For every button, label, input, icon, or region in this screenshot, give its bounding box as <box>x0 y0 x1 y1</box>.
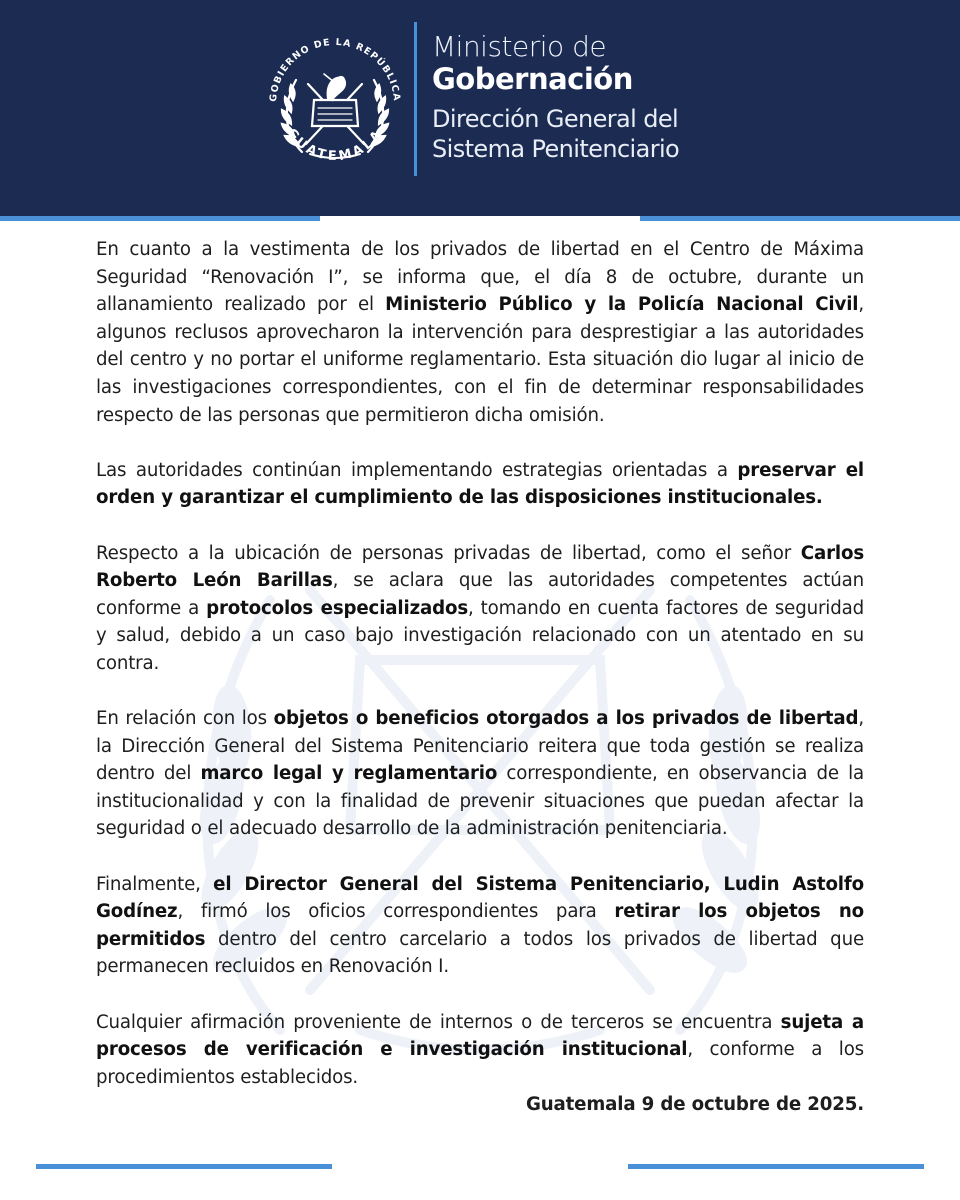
paragraph-3: Respecto a la ubicación de personas privadas de libertad, como el señor Carlos Roberto León Barillas, se aclara que las autoridades competentes actúan conforme a protocolos especializados, tomando en cuenta factores de seguridad y salud, debido a un caso bajo investigación relacionado con un atentado en su contra. <box>96 542 864 674</box>
seal-bottom-text: GUATEMALA <box>283 125 387 165</box>
paragraph-5: Finalmente, el Director General del Sistema Penitenciario, Ludin Astolfo Godínez, firmó los oficios correspondientes para retirar los objetos no permitidos dentro del centro carcelario a todos los privados de libertad que permanecen recluidos en Renovación I. <box>96 873 864 978</box>
date-line: Guatemala 9 de octubre de 2025. <box>525 1094 864 1116</box>
header-accent-left <box>0 216 320 221</box>
coat-of-arms-seal <box>262 22 408 186</box>
ministry-title-block <box>432 30 679 164</box>
paragraph-4: En relación con los objetos o beneficios otorgados a los privados de libertad, la Dirección General del Sistema Penitenciario reitera que toda gestión se realiza dentro del marco legal y reglamentario correspondiente, en observancia de la institucionalidad y con la finalidad de prevenir situaciones que puedan afectar la seguridad o el adecuado desarrollo de la administración penitenciaria. <box>96 708 864 840</box>
paragraph-6: Cualquier afirmación proveniente de internos o de terceros se encuentra sujeta a procesos de verificación e investigación institucional, conforme a los procedimientos establecidos. <box>96 1011 865 1088</box>
paragraph-2: Las autoridades continúan implementando estrategias orientadas a preservar el orden y garantizar el cumplimiento de las disposiciones institucionales. <box>96 459 864 509</box>
ministry-line-4: Sistema Penitenciario <box>432 135 680 163</box>
header-accent-right <box>640 216 960 221</box>
seal-top-text: GOBIERNO DE LA REPÚBLICA <box>267 36 403 103</box>
header-banner <box>0 0 960 216</box>
paragraph-1: En cuanto a la vestimenta de los privados de libertad en el Centro de Máxima Seguridad “Renovación I”, se informa que, el día 8 de octubre, durante un allanamiento realizado por el Ministerio Público y la Policía Nacional Civil, algunos reclusos aprovecharon la intervención para desprestigiar a las autoridades del centro y no portar el uniforme reglamentario. Esta situación dio lugar al inicio de las investigaciones correspondientes, con el fin de determinar responsabilidades respecto de las personas que permitieron dicha omisión. <box>96 239 864 426</box>
press-release-body <box>96 236 864 1147</box>
header-divider <box>414 22 417 176</box>
ministry-line-2: Gobernación <box>432 62 633 96</box>
svg-text:GUATEMALA <box>283 126 386 164</box>
ministry-line-3: Dirección General del <box>432 105 679 133</box>
footer-accent-right <box>628 1164 924 1169</box>
footer-accent-left <box>36 1164 332 1169</box>
ministry-line-1: Ministerio de <box>432 30 607 63</box>
